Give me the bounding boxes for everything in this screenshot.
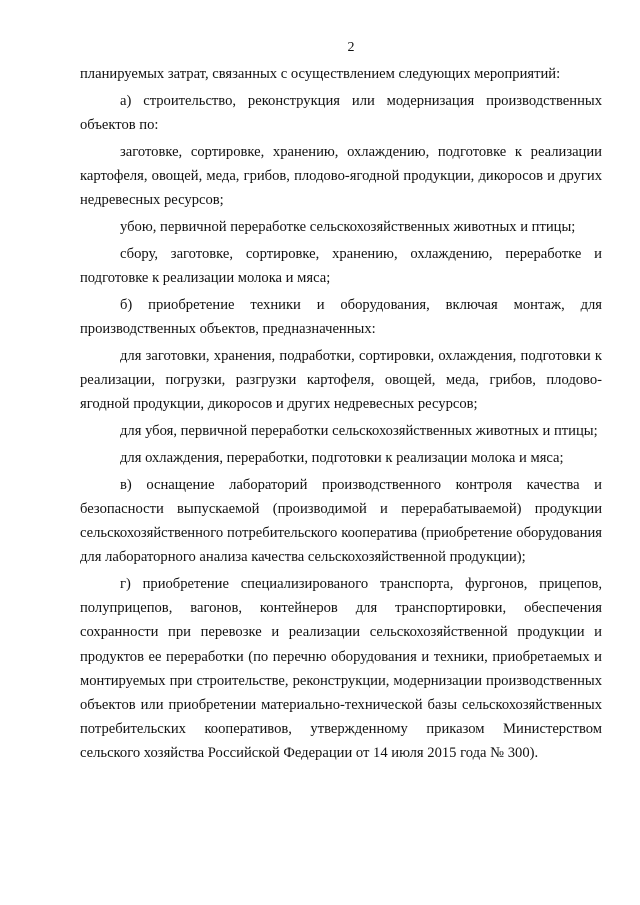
paragraph: г) приобретение специализированого транспорта, фургонов, прицепов, полуприцепов, вагонов, контейнеров для транспортировки, обеспечения сохранности при перевозке и реализации сельскохозяйственной продукции и продуктов ее переработки (по перечню оборудования и техники, приобретаемых и монтируемых при строительстве, реконструкции, модернизации производственных объектов или приобретении материально-технической базы сельскохозяйственных потребительских кооперативов, утвержденному приказом Министерством сельского хозяйства Российской Федерации от 14 июля 2015 года № 300). bbox=[80, 576, 602, 762]
paragraph: планируемых затрат, связанных с осуществлением следующих мероприятий: bbox=[80, 66, 561, 82]
paragraph: б) приобретение техники и оборудования, включая монтаж, для производственных объектов, предназначенных: bbox=[80, 296, 602, 337]
paragraph: для охлаждения, переработки, подготовки к реализации молока и мяса; bbox=[120, 449, 564, 466]
paragraph: а) строительство, реконструкция или модернизация производственных объектов по: bbox=[80, 92, 602, 133]
document-body bbox=[80, 62, 602, 766]
paragraph: заготовке, сортировке, хранению, охлаждению, подготовке к реализации картофеля, овощей, меда, грибов, плодово-ягодной продукции, дикоросов и других недревесных ресурсов; bbox=[80, 143, 602, 209]
paragraph: убою, первичной переработке сельскохозяйственных животных и птицы; bbox=[120, 219, 576, 235]
paragraph: в) оснащение лабораторий производственного контроля качества и безопасности выпускаемой (производимой и перерабатываемой) продукции сельскохозяйственного потребительского кооператива (приобретение оборудования для лабораторного анализа качества сельскохозяйственной продукции); bbox=[80, 476, 602, 566]
page-number: 2 bbox=[347, 40, 355, 55]
paragraph: для убоя, первичной переработки сельскохозяйственных животных и птицы; bbox=[120, 423, 598, 439]
paragraph: для заготовки, хранения, подработки, сортировки, охлаждения, подготовки к реализации, погрузки, разгрузки картофеля, овощей, меда, грибов, плодово-ягодной продукции, дикоросов и других недревесных ресурсов; bbox=[80, 347, 602, 413]
paragraph: сбору, заготовке, сортировке, хранению, охлаждению, переработке и подготовке к реализации молока и мяса; bbox=[80, 245, 602, 286]
